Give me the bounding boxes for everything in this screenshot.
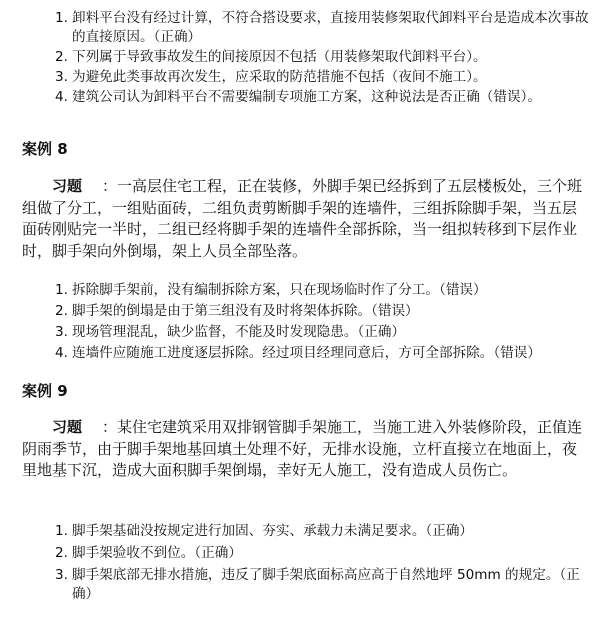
item-number: 2.: [55, 303, 68, 319]
item-number: 4.: [55, 89, 68, 105]
item-text: 现场管理混乱，缺少监督，不能及时发现隐患。（正确）: [72, 324, 406, 340]
case8-question-list: [50, 281, 598, 365]
item-text: 脚手架验收不到位。（正确）: [72, 545, 242, 561]
item-text: 下列属于导致事故发生的间接原因不包括（用装修架取代卸料平台）。: [72, 49, 487, 65]
item-text: 连墙件应随施工进度逐层拆除。经过项目经理同意后，方可全部拆除。（错误）: [72, 345, 541, 361]
list-item: [50, 522, 598, 541]
item-number: 3.: [55, 69, 68, 85]
case9-heading: 案例 9: [22, 382, 68, 400]
case9-paragraph-text: ：某住宅建筑采用双排钢管脚手架施工，当施工进入外装修阶段，正值连阴雨季节，由于脚手架地基回填土处理不好，无排水设施，立杆直接立在地面上，夜里地基下沉，造成大面积脚手架倒塌，幸好无人施工，没有造成人员伤亡。: [22, 418, 583, 479]
list-item: [50, 302, 598, 321]
item-number: 4.: [55, 345, 68, 361]
case9-paragraph: [22, 417, 584, 482]
item-text: 建筑公司认为卸料平台不需要编制专项施工方案，这种说法是否正确（错误）。: [72, 89, 541, 105]
item-number: 3.: [55, 567, 68, 583]
list-item: [50, 68, 598, 87]
list-item: [50, 566, 598, 604]
list-item: [50, 88, 598, 107]
list-item: [50, 48, 598, 67]
item-number: 3.: [55, 324, 68, 340]
list-item: [50, 323, 598, 342]
list-item: [50, 9, 598, 47]
list-item: [50, 281, 598, 300]
case8-heading: 案例 8: [22, 140, 68, 158]
case8-exercise-label: 习题: [52, 177, 83, 195]
case8-paragraph-text: ：一高层住宅工程，正在装修，外脚手架已经拆到了五层楼板处，三个班组做了分工，一组贴面砖，二组负责剪断脚手架的连墙件，三组拆除脚手架，当五层面砖刚贴完一半时，二组已经将脚手架的连墙件全部拆除，当一组拟转移到下层作业时，脚手架向外倒塌，架上人员全部坠落。: [22, 177, 583, 260]
item-text: 脚手架基础没按规定进行加固、夯实、承载力未满足要求。（正确）: [72, 523, 474, 539]
case8-paragraph: [22, 176, 584, 262]
item-text: 脚手架的倒塌是由于第三组没有及时将架体拆除。（错误）: [72, 303, 419, 319]
list-item: [50, 544, 598, 563]
item-number: 2.: [55, 545, 68, 561]
item-number: 2.: [55, 49, 68, 65]
item-text: 脚手架底部无排水措施，违反了脚手架底面标高应高于自然地坪 50mm 的规定。（正确）: [72, 567, 580, 602]
item-number: 1.: [55, 10, 68, 26]
case9-question-list: [50, 522, 598, 607]
item-text: 为避免此类事故再次发生，应采取的防范措施不包括（夜间不施工）。: [72, 69, 487, 85]
item-text: 拆除脚手架前，没有编制拆除方案，只在现场临时作了分工。（错误）: [72, 282, 487, 298]
item-number: 1.: [55, 282, 68, 298]
case9-exercise-label: 习题: [52, 418, 83, 436]
list-item: [50, 344, 598, 363]
item-number: 1.: [55, 523, 68, 539]
top-question-list: [50, 9, 598, 108]
item-text: 卸料平台没有经过计算，不符合搭设要求，直接用装修架取代卸料平台是造成本次事故的直接原因。（正确）: [72, 10, 589, 45]
